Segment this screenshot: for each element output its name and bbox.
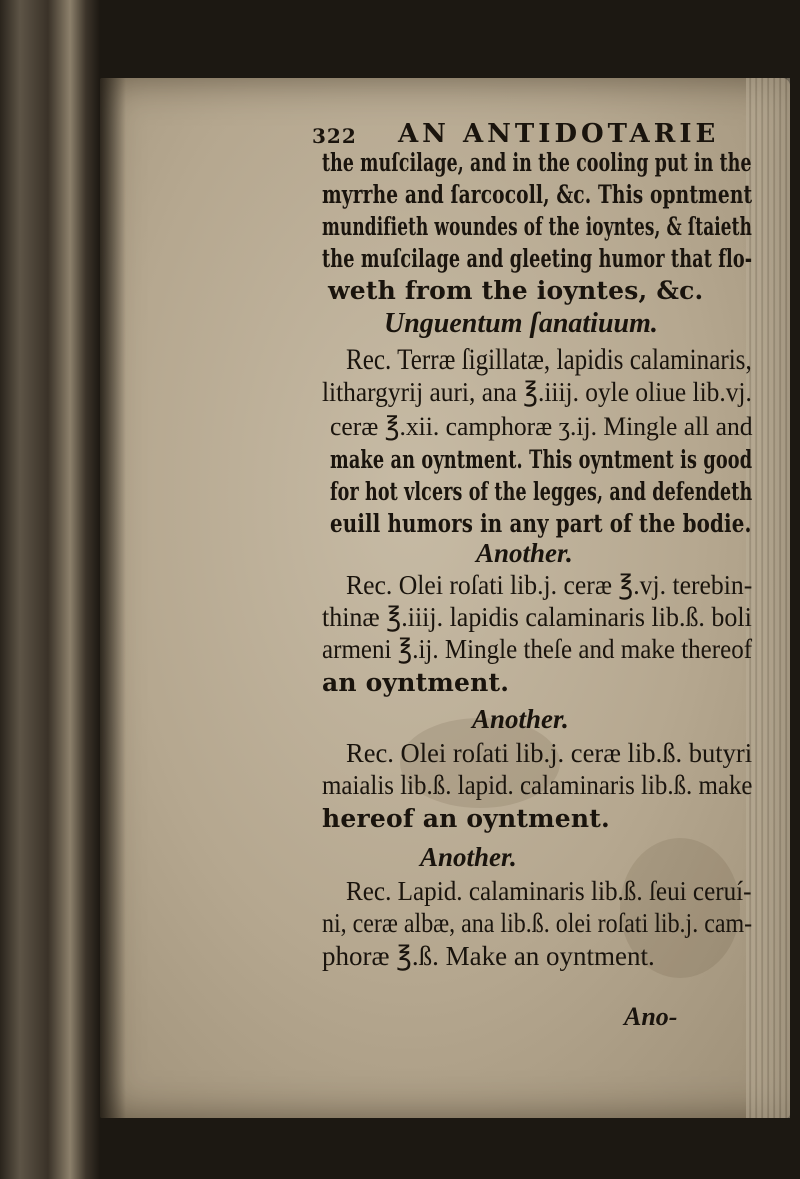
recipe-line: hereof an oyntment. [322, 804, 610, 833]
text-line: mundifieth woundes of the ioyntes, & ſtaieth [322, 212, 753, 241]
text-line: weth from the ioyntes, &c. [328, 276, 704, 305]
recipe-line: Rec. Terræ ſigillatæ, lapidis calaminaris, [346, 343, 752, 376]
recipe-line: phoræ ℥.ß. Make an oyntment. [322, 941, 655, 971]
recipe-line: armeni ℥.ij. Mingle theſe and make thereof [322, 634, 753, 664]
page-edges [746, 78, 790, 1118]
recipe-line: euill humors in any part of the bodie. [330, 509, 752, 538]
text-line: myrrhe and ſarcocoll, &c. This opntment [322, 180, 753, 209]
recipe-line: Rec. Olei roſati lib.j. ceræ lib.ß. butyri [346, 738, 753, 768]
recipe-line: thinæ ℥.iiij. lapidis calaminaris lib.ß. boli [322, 602, 752, 632]
page-number: 322 [312, 124, 357, 148]
recipe-line: make an oyntment. This oyntment is good [330, 445, 753, 474]
recipe-line: ceræ ℥.xii. camphoræ ʒ.ij. Mingle all and [330, 412, 753, 441]
recipe-line: for hot vlcers of the legges, and defendeth [330, 477, 753, 506]
recipe-line: Rec. Lapid. calaminaris lib.ß. ſeui ceruí- [346, 876, 752, 906]
page-gutter-shadow [100, 78, 126, 1118]
text-line: the muſcilage, and in the cooling put in the [322, 148, 752, 177]
catchword: Ano- [624, 1002, 678, 1031]
section-heading: Unguentum ſanatiuum. [384, 308, 658, 339]
section-heading: Another. [420, 842, 517, 872]
recipe-line: lithargyrij auri, ana ℥.iiij. oyle oliue lib.vj. [322, 377, 752, 407]
text-line: the muſcilage and gleeting humor that flo- [322, 244, 753, 273]
recipe-line: Rec. Olei roſati lib.j. ceræ ℥.vj. terebin- [346, 570, 753, 600]
section-heading: Another. [472, 704, 569, 734]
running-head: AN ANTIDOTARIE [398, 119, 720, 149]
recipe-line: an oyntment. [322, 668, 510, 697]
recipe-line: maialis lib.ß. lapid. calaminaris lib.ß. make [322, 770, 753, 800]
recipe-line: ni, ceræ albæ, ana lib.ß. olei roſati lib.j. cam- [322, 908, 753, 938]
section-heading: Another. [476, 538, 573, 568]
